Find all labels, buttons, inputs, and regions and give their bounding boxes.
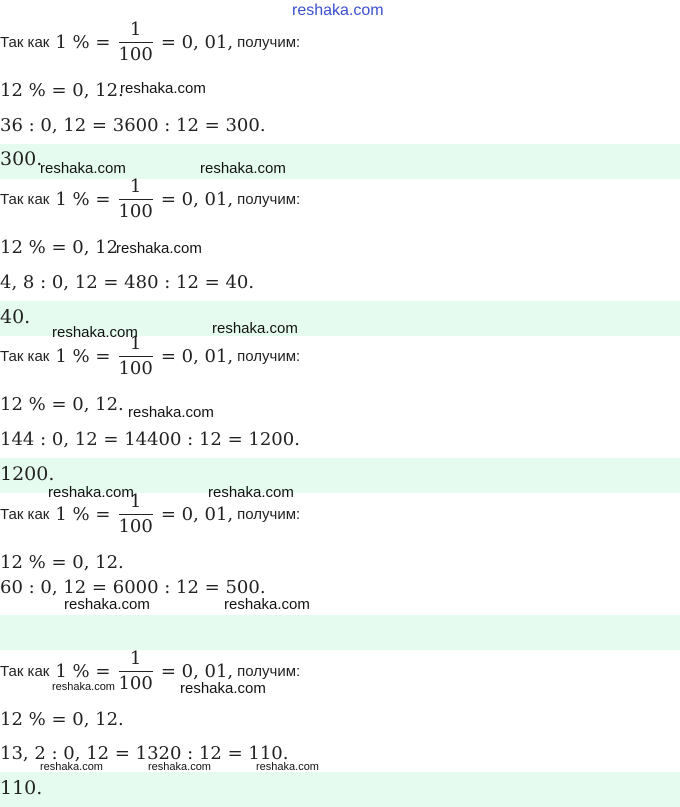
fraction-bar (119, 199, 153, 200)
watermark: reshaka.com (256, 761, 319, 773)
calc-line: 4, 8 : 0, 12 = 480 : 12 = 40. (0, 272, 255, 293)
fraction-bar (119, 356, 153, 357)
intro-text: Так как (0, 34, 50, 51)
intro-rhs: = 0, 01, (160, 32, 234, 53)
intro-text: Так как (0, 663, 50, 680)
intro-tail: получим: (237, 348, 301, 365)
percent-line: 12 % = 0, 12 (0, 237, 119, 258)
intro-line (0, 334, 300, 379)
fraction-denominator: 100 (118, 358, 153, 379)
fraction-numerator: 1 (129, 648, 142, 669)
answer-band (0, 772, 680, 807)
fraction (116, 649, 154, 694)
watermark: reshaka.com (148, 761, 211, 773)
intro-line (0, 20, 300, 65)
calc-line: 13, 2 : 0, 12 = 1320 : 12 = 110. (0, 743, 289, 764)
watermark: reshaka.com (224, 596, 310, 613)
watermark: reshaka.com (180, 680, 266, 697)
fraction (116, 177, 154, 222)
fraction-bar (119, 514, 153, 515)
calc-line: 144 : 0, 12 = 14400 : 12 = 1200. (0, 429, 300, 450)
watermark: reshaka.com (64, 596, 150, 613)
intro-tail: получим: (237, 34, 301, 51)
fraction (116, 20, 154, 65)
intro-lhs: 1 % = (55, 504, 111, 525)
intro-rhs: = 0, 01, (160, 504, 234, 525)
intro-text: Так как (0, 506, 50, 523)
percent-line: 12 % = 0, 12. (0, 709, 124, 730)
watermark: reshaka.com (116, 240, 202, 257)
intro-tail: получим: (237, 506, 301, 523)
answer: 110. (0, 777, 43, 799)
watermark: reshaka.com (52, 324, 138, 341)
intro-text: Так как (0, 191, 50, 208)
intro-tail: получим: (237, 663, 301, 680)
answer: 300. (0, 148, 43, 170)
watermark: reshaka.com (200, 160, 286, 177)
intro-text: Так как (0, 348, 50, 365)
fraction-bar (119, 671, 153, 672)
watermark: reshaka.com (208, 484, 294, 501)
watermark: reshaka.com (128, 404, 214, 421)
watermark: reshaka.com (212, 320, 298, 337)
watermark: reshaka.com (40, 160, 126, 177)
calc-line: 36 : 0, 12 = 3600 : 12 = 300. (0, 115, 266, 136)
fraction-denominator: 100 (118, 201, 153, 222)
intro-lhs: 1 % = (55, 346, 111, 367)
percent-line: 12 % = 0, 12. (0, 552, 124, 573)
answer: 1200. (0, 463, 55, 485)
watermark: reshaka.com (52, 681, 115, 693)
fraction-numerator: 1 (129, 176, 142, 197)
intro-tail: получим: (237, 191, 301, 208)
fraction-numerator: 1 (129, 19, 142, 40)
percent-line: 12 % = 0, 12. (0, 80, 124, 101)
watermark: reshaka.com (40, 761, 103, 773)
fraction-bar (119, 42, 153, 43)
watermark: reshaka.com (48, 484, 134, 501)
watermark: reshaka.com (120, 80, 206, 97)
fraction-denominator: 100 (118, 673, 153, 694)
fraction-numerator: 1 (129, 491, 142, 512)
intro-rhs: = 0, 01, (160, 189, 234, 210)
intro-rhs: = 0, 01, (160, 661, 234, 682)
top-watermark: reshaka.com (292, 2, 384, 19)
calc-line: 60 : 0, 12 = 6000 : 12 = 500. (0, 577, 266, 598)
percent-line: 12 % = 0, 12. (0, 394, 124, 415)
intro-line (0, 177, 300, 222)
answer: 40. (0, 306, 31, 328)
intro-lhs: 1 % = (55, 661, 111, 682)
intro-lhs: 1 % = (55, 32, 111, 53)
fraction-denominator: 100 (118, 44, 153, 65)
intro-rhs: = 0, 01, (160, 346, 234, 367)
intro-lhs: 1 % = (55, 189, 111, 210)
fraction-denominator: 100 (118, 516, 153, 537)
fraction-numerator: 1 (129, 333, 142, 354)
answer-band (0, 615, 680, 650)
